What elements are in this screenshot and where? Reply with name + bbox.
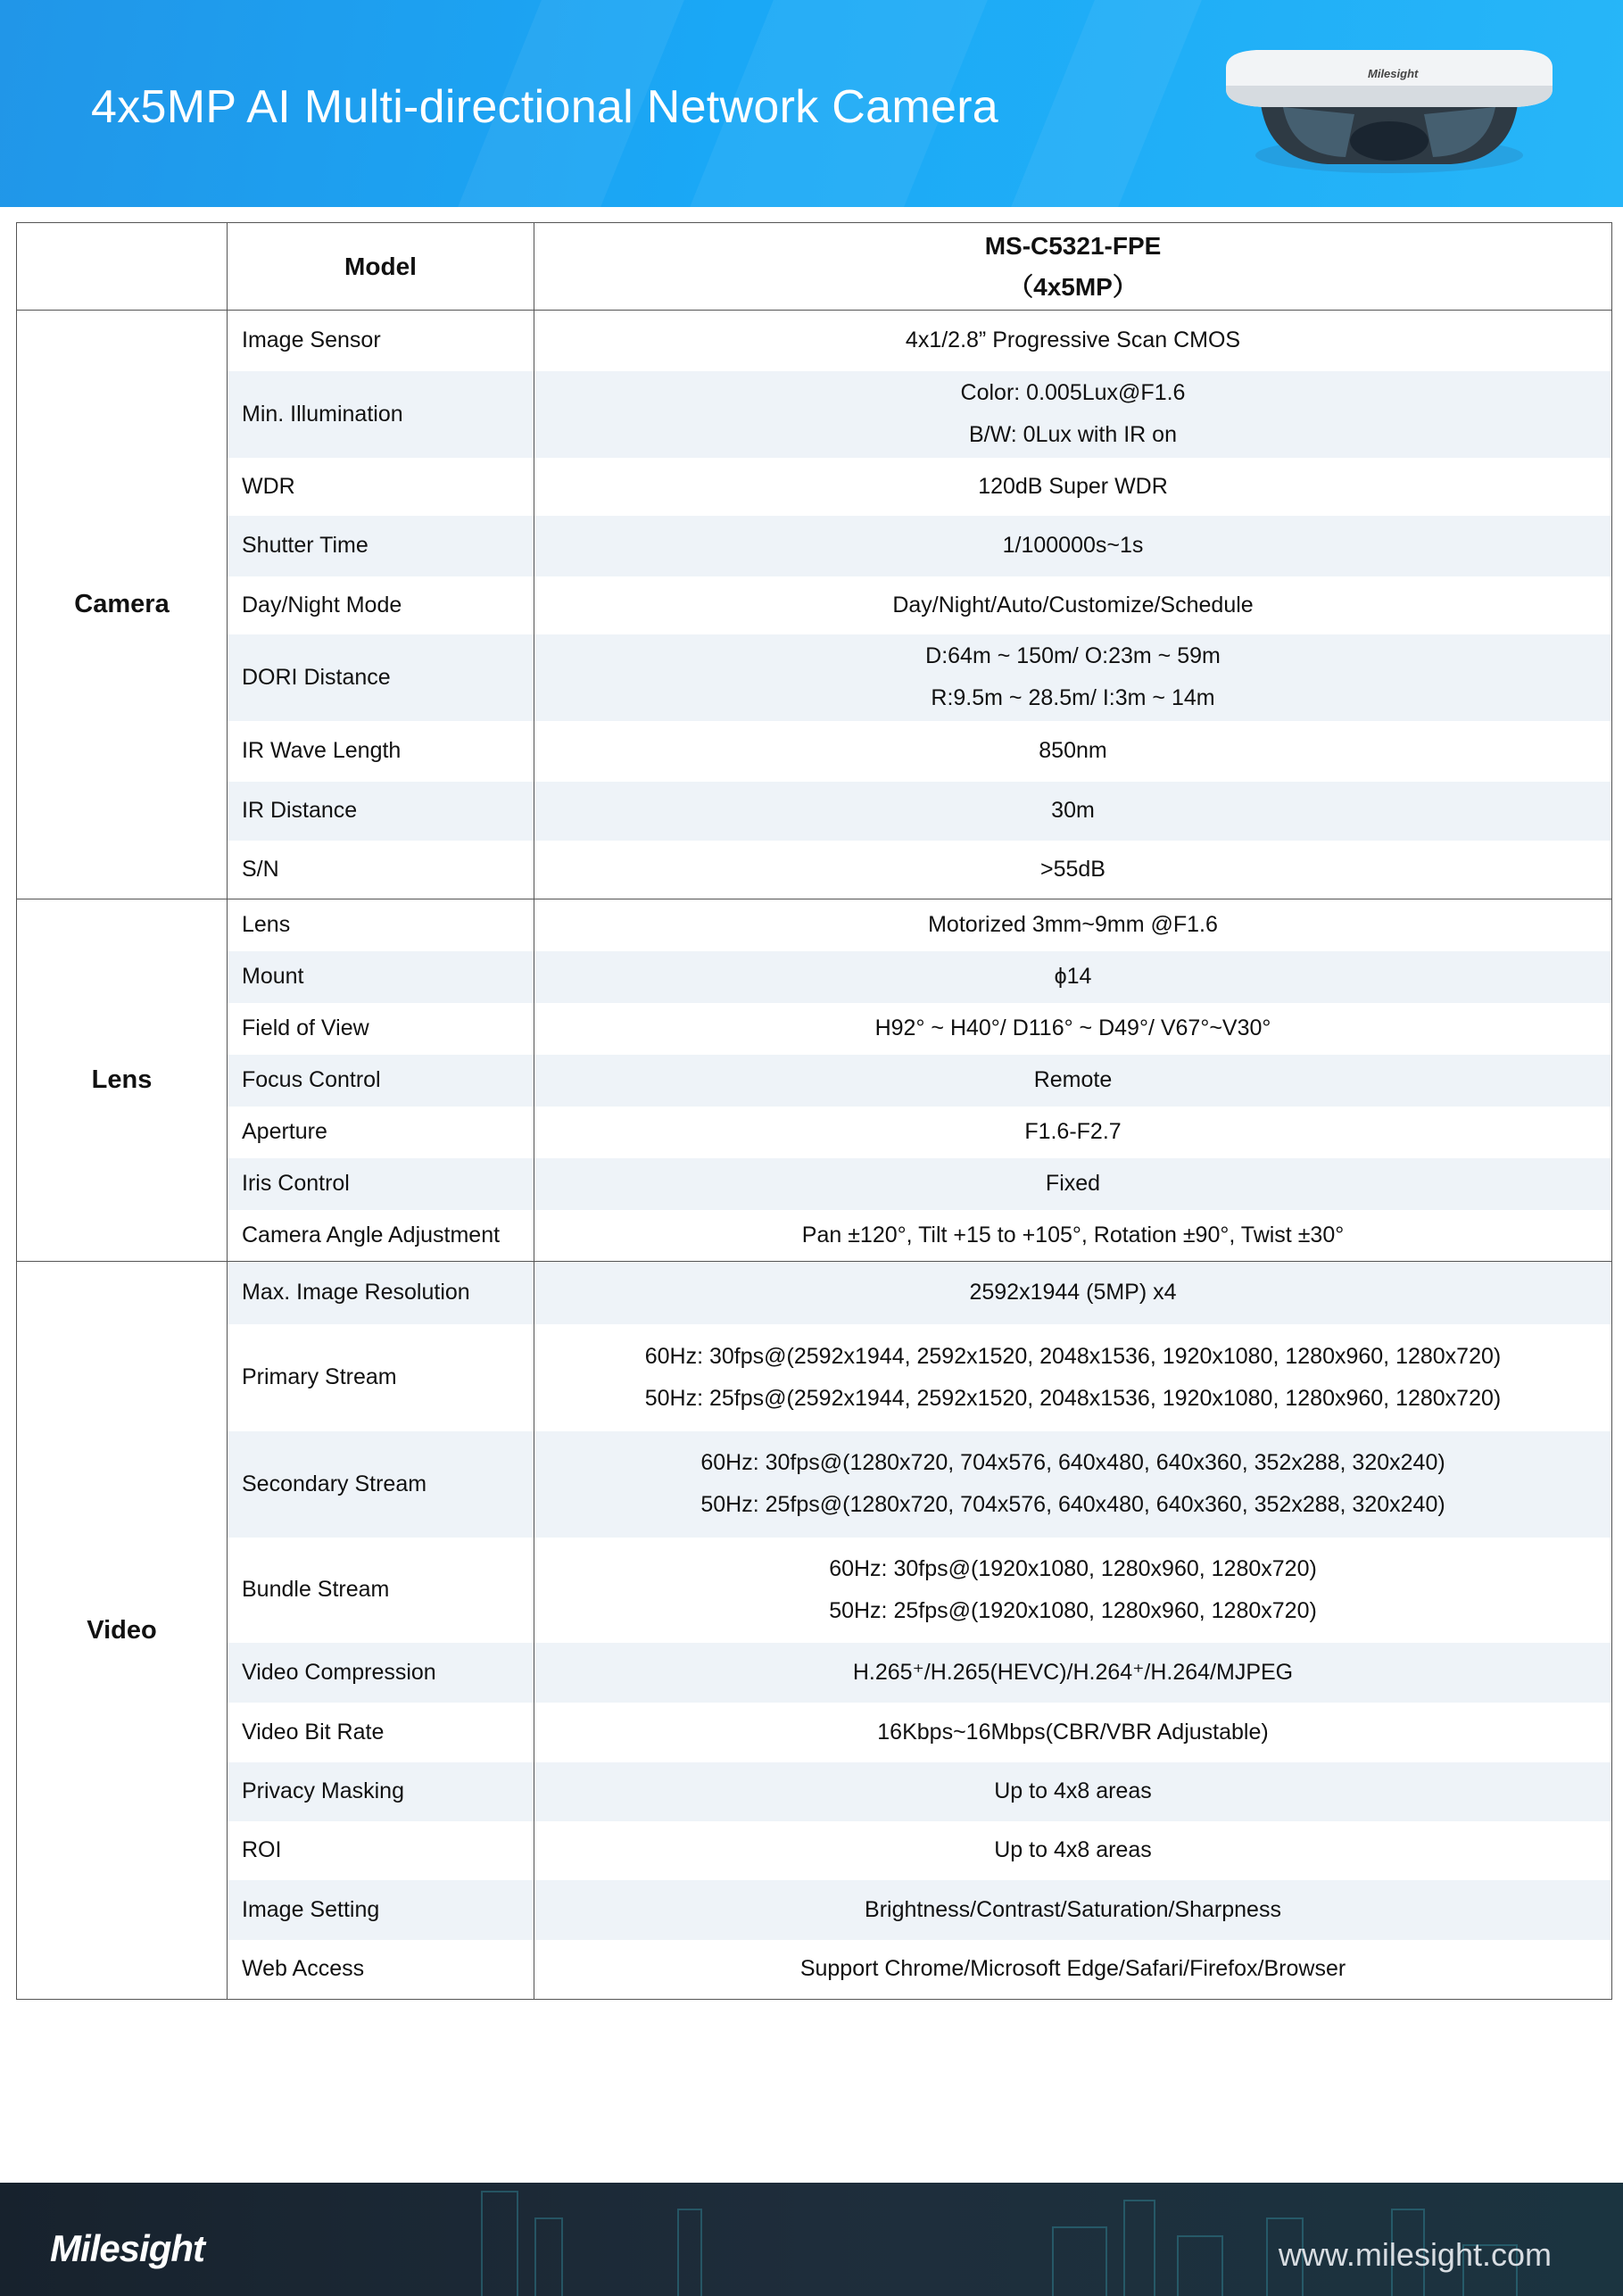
model-label: Model — [228, 223, 534, 311]
table-row — [17, 576, 1612, 634]
spec-value-line: 60Hz: 30fps@(1920x1080, 1280x960, 1280x720) — [829, 1555, 1317, 1581]
table-row — [17, 1055, 1612, 1107]
spec-value-line: 60Hz: 30fps@(2592x1944, 2592x1520, 2048x1536, 1920x1080, 1280x960, 1280x720) — [644, 1343, 1502, 1369]
spec-label: IR Distance — [228, 782, 534, 841]
table-row — [17, 1158, 1612, 1210]
spec-value-line: Motorized 3mm~9mm @F1.6 — [928, 912, 1218, 938]
spec-label: Mount — [228, 951, 534, 1003]
spec-value-line: 50Hz: 25fps@(2592x1944, 2592x1520, 2048x1536, 1920x1080, 1280x960, 1280x720) — [644, 1385, 1502, 1411]
spec-value-line: Support Chrome/Microsoft Edge/Safari/Firefox/Browser — [799, 1956, 1346, 1982]
spec-value-line: Up to 4x8 areas — [994, 1778, 1152, 1803]
header-blank-cell — [17, 223, 228, 311]
spec-value — [534, 1643, 1612, 1703]
table-row — [17, 899, 1612, 951]
spec-label: Shutter Time — [228, 516, 534, 576]
spec-label: DORI Distance — [228, 634, 534, 721]
spec-label: S/N — [228, 841, 534, 899]
spec-label: Image Setting — [228, 1880, 534, 1940]
spec-value-line: 16Kbps~16Mbps(CBR/VBR Adjustable) — [877, 1719, 1269, 1745]
spec-value-line: 30m — [1051, 798, 1095, 823]
spec-value — [534, 1324, 1612, 1431]
table-row — [17, 782, 1612, 841]
spec-value — [534, 1262, 1612, 1324]
spec-label: Primary Stream — [228, 1324, 534, 1431]
spec-value-line: Up to 4x8 areas — [994, 1837, 1152, 1862]
spec-label: Max. Image Resolution — [228, 1262, 534, 1324]
model-name: MS-C5321-FPE — [984, 231, 1162, 260]
table-row — [17, 1431, 1612, 1538]
spec-value-line: Brightness/Contrast/Saturation/Sharpness — [865, 1896, 1281, 1922]
svg-text:Milesight: Milesight — [1368, 67, 1419, 80]
spec-value — [534, 1431, 1612, 1538]
spec-label: Image Sensor — [228, 311, 534, 371]
spec-label: Video Bit Rate — [228, 1703, 534, 1762]
spec-label: Privacy Masking — [228, 1762, 534, 1821]
footer-bar — [0, 2183, 1623, 2296]
milesight-logo: Milesight — [50, 2227, 205, 2269]
spec-value — [534, 1003, 1612, 1055]
spec-value-line: Pan ±120°, Tilt +15 to +105°, Rotation ±90°, Twist ±30° — [801, 1222, 1345, 1247]
spec-label: Iris Control — [228, 1158, 534, 1210]
group-label-video: Video — [17, 1262, 228, 2000]
spec-label: Lens — [228, 899, 534, 951]
table-row — [17, 1880, 1612, 1940]
spec-value — [534, 458, 1612, 516]
spec-value — [534, 516, 1612, 576]
table-header-row — [17, 223, 1612, 311]
spec-value — [534, 1107, 1612, 1158]
spec-value-line: 4x1/2.8” Progressive Scan CMOS — [905, 327, 1241, 353]
table-row — [17, 371, 1612, 458]
spec-label: Camera Angle Adjustment — [228, 1210, 534, 1262]
spec-value — [534, 1762, 1612, 1821]
spec-value — [534, 371, 1612, 458]
spec-value — [534, 899, 1612, 951]
spec-value — [534, 1538, 1612, 1643]
spec-value-line: ϕ14 — [1054, 964, 1092, 989]
spec-value-line: R:9.5m ~ 28.5m/ I:3m ~ 14m — [931, 685, 1215, 710]
spec-label: Bundle Stream — [228, 1538, 534, 1643]
group-label-lens: Lens — [17, 899, 228, 1262]
spec-label: Aperture — [228, 1107, 534, 1158]
camera-product-image — [1221, 43, 1558, 175]
spec-value — [534, 1703, 1612, 1762]
table-row — [17, 1643, 1612, 1703]
spec-value-line: Color: 0.005Lux@F1.6 — [960, 380, 1186, 405]
spec-value-line: B/W: 0Lux with IR on — [969, 422, 1177, 447]
table-row — [17, 1762, 1612, 1821]
spec-value-line: >55dB — [1040, 856, 1105, 882]
table-row — [17, 1210, 1612, 1262]
table-row — [17, 1324, 1612, 1431]
page-title: 4x5MP AI Multi-directional Network Camera — [91, 81, 999, 133]
spec-value — [534, 841, 1612, 899]
group-label-camera: Camera — [17, 311, 228, 899]
spec-value — [534, 311, 1612, 371]
spec-value-line: Remote — [1033, 1067, 1113, 1092]
spec-label: Field of View — [228, 1003, 534, 1055]
spec-value-line: H.265⁺/H.265(HEVC)/H.264⁺/H.264/MJPEG — [852, 1659, 1294, 1685]
spec-value — [534, 1055, 1612, 1107]
spec-value — [534, 1940, 1612, 2000]
spec-value — [534, 1158, 1612, 1210]
spec-label: Day/Night Mode — [228, 576, 534, 634]
spec-value-line: 120dB Super WDR — [978, 473, 1168, 499]
spec-value-line: F1.6-F2.7 — [1024, 1119, 1122, 1144]
spec-value-line: Day/Night/Auto/Customize/Schedule — [892, 592, 1254, 618]
table-row — [17, 1940, 1612, 2000]
spec-label: ROI — [228, 1821, 534, 1880]
spec-label: IR Wave Length — [228, 721, 534, 782]
spec-value-line: H92° ~ H40°/ D116° ~ D49°/ V67°~V30° — [874, 1015, 1271, 1040]
model-variant: （4x5MP） — [1008, 272, 1138, 301]
spec-value-line: 60Hz: 30fps@(1280x720, 704x576, 640x480, 640x360, 352x288, 320x240) — [700, 1450, 1445, 1475]
table-row — [17, 951, 1612, 1003]
table-row — [17, 311, 1612, 371]
spec-value-line: 850nm — [1039, 738, 1107, 763]
header-banner — [0, 0, 1623, 207]
spec-value-line: 1/100000s~1s — [1002, 533, 1144, 558]
spec-value — [534, 782, 1612, 841]
website-url[interactable]: www.milesight.com — [1278, 2236, 1552, 2273]
table-row — [17, 1003, 1612, 1055]
spec-label: Web Access — [228, 1940, 534, 2000]
table-row — [17, 516, 1612, 576]
spec-value — [534, 634, 1612, 721]
spec-value — [534, 1821, 1612, 1880]
model-name-cell — [534, 223, 1612, 311]
spec-value — [534, 1210, 1612, 1262]
spec-value — [534, 576, 1612, 634]
spec-label: Secondary Stream — [228, 1431, 534, 1538]
table-row — [17, 841, 1612, 899]
table-row — [17, 1262, 1612, 1324]
spec-value-line: Fixed — [1045, 1171, 1101, 1196]
spec-value — [534, 1880, 1612, 1940]
spec-value-line: 50Hz: 25fps@(1280x720, 704x576, 640x480, 640x360, 352x288, 320x240) — [700, 1492, 1445, 1517]
table-row — [17, 458, 1612, 516]
table-row — [17, 1538, 1612, 1643]
spec-value-line: 2592x1944 (5MP) x4 — [969, 1280, 1177, 1305]
table-row — [17, 1107, 1612, 1158]
spec-value-line: 50Hz: 25fps@(1920x1080, 1280x960, 1280x720) — [829, 1597, 1317, 1623]
spec-label: Min. Illumination — [228, 371, 534, 458]
spec-label: Video Compression — [228, 1643, 534, 1703]
spec-label: Focus Control — [228, 1055, 534, 1107]
table-row — [17, 721, 1612, 782]
spec-table — [16, 222, 1612, 2000]
banner-stripe — [1011, 0, 1202, 207]
table-row — [17, 1821, 1612, 1880]
spec-value — [534, 721, 1612, 782]
spec-value — [534, 951, 1612, 1003]
table-row — [17, 1703, 1612, 1762]
spec-label: WDR — [228, 458, 534, 516]
table-row — [17, 634, 1612, 721]
spec-value-line: D:64m ~ 150m/ O:23m ~ 59m — [925, 643, 1221, 668]
